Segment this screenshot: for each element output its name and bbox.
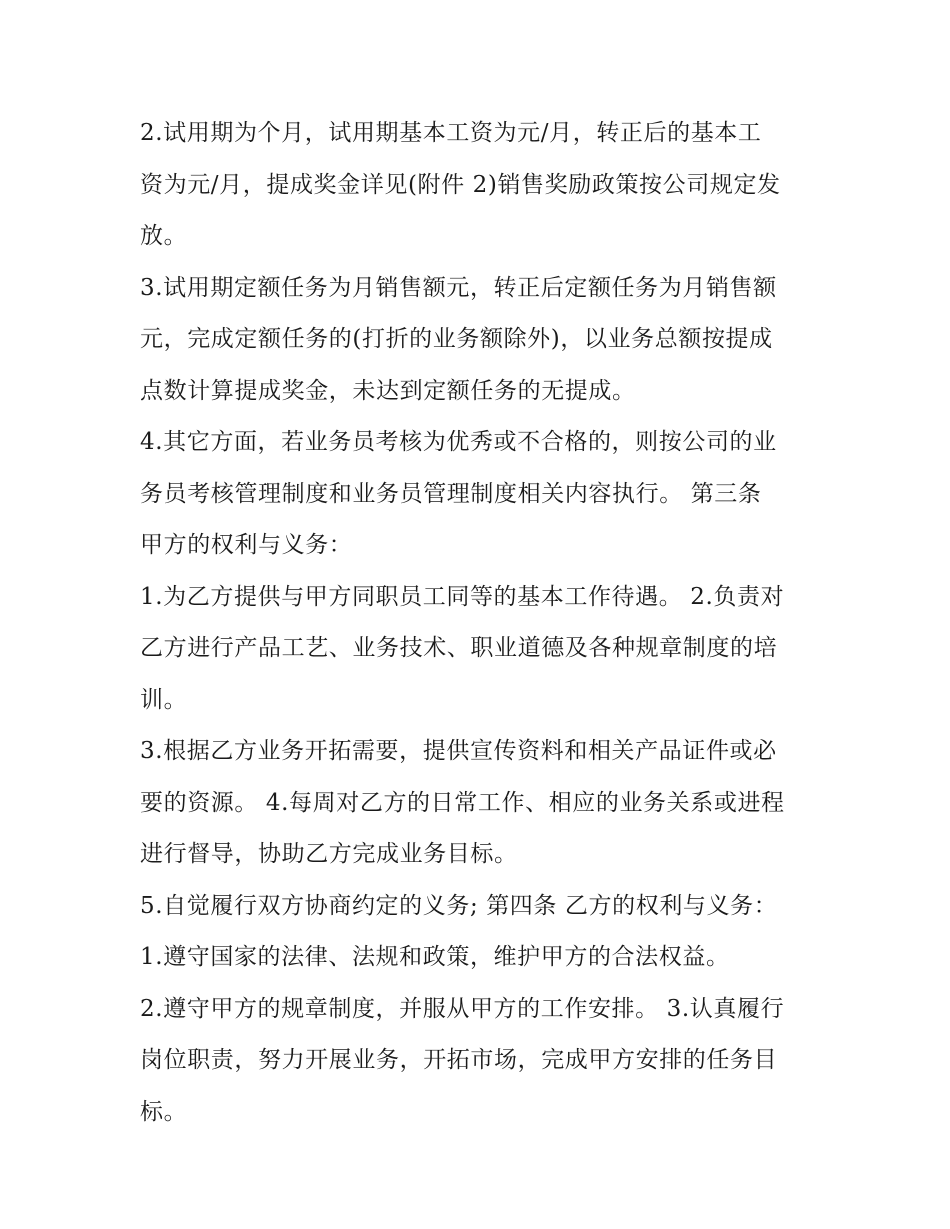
paragraph-party-a-duties-3: 3.根据乙方业务开拓需要，提供宣传资料和相关产品证件或必 要的资源。 4.每周对乙方的日常工作、相应的业务关系或进程 进行督导，协助乙方完成业务目标。: [140, 738, 785, 867]
paragraph-probation-salary: 2.试用期为个月，试用期基本工资为元/月，转正后的基本工 资为元/月，提成奖金详见(附件 2)销售奖励政策按公司规定发 放。: [140, 120, 781, 249]
paragraph-other-assessment: 4.其它方面，若业务员考核为优秀或不合格的，则按公司的业 务员考核管理制度和业务员管理制度相关内容执行。 第三条 甲方的权利与义务：: [140, 429, 777, 558]
paragraph-party-a-duties-1: 1.为乙方提供与甲方同职员工同等的基本工作待遇。 2.负责对 乙方进行产品工艺、业务技术、职业道德及各种规章制度的培 训。: [140, 583, 785, 713]
paragraph-party-b-duties-2: 2.遵守甲方的规章制度，并服从甲方的工作安排。 3.认真履行 岗位职责，努力开展业务，开拓市场，完成甲方安排的任务目 标。: [140, 995, 785, 1125]
paragraph-sales-quota: 3.试用期定额任务为月销售额元，转正后定额任务为月销售额 元，完成定额任务的(打折的业务额除外)，以业务总额按提成 点数计算提成奖金，未达到定额任务的无提成。: [140, 274, 777, 404]
paragraph-party-a-duties-5: 5.自觉履行双方协商约定的义务; 第四条 乙方的权利与义务：: [140, 892, 778, 919]
document-body: [140, 108, 820, 1138]
paragraph-party-b-duties-1: 1.遵守国家的法律、法规和政策，维护甲方的合法权益。: [140, 944, 730, 970]
